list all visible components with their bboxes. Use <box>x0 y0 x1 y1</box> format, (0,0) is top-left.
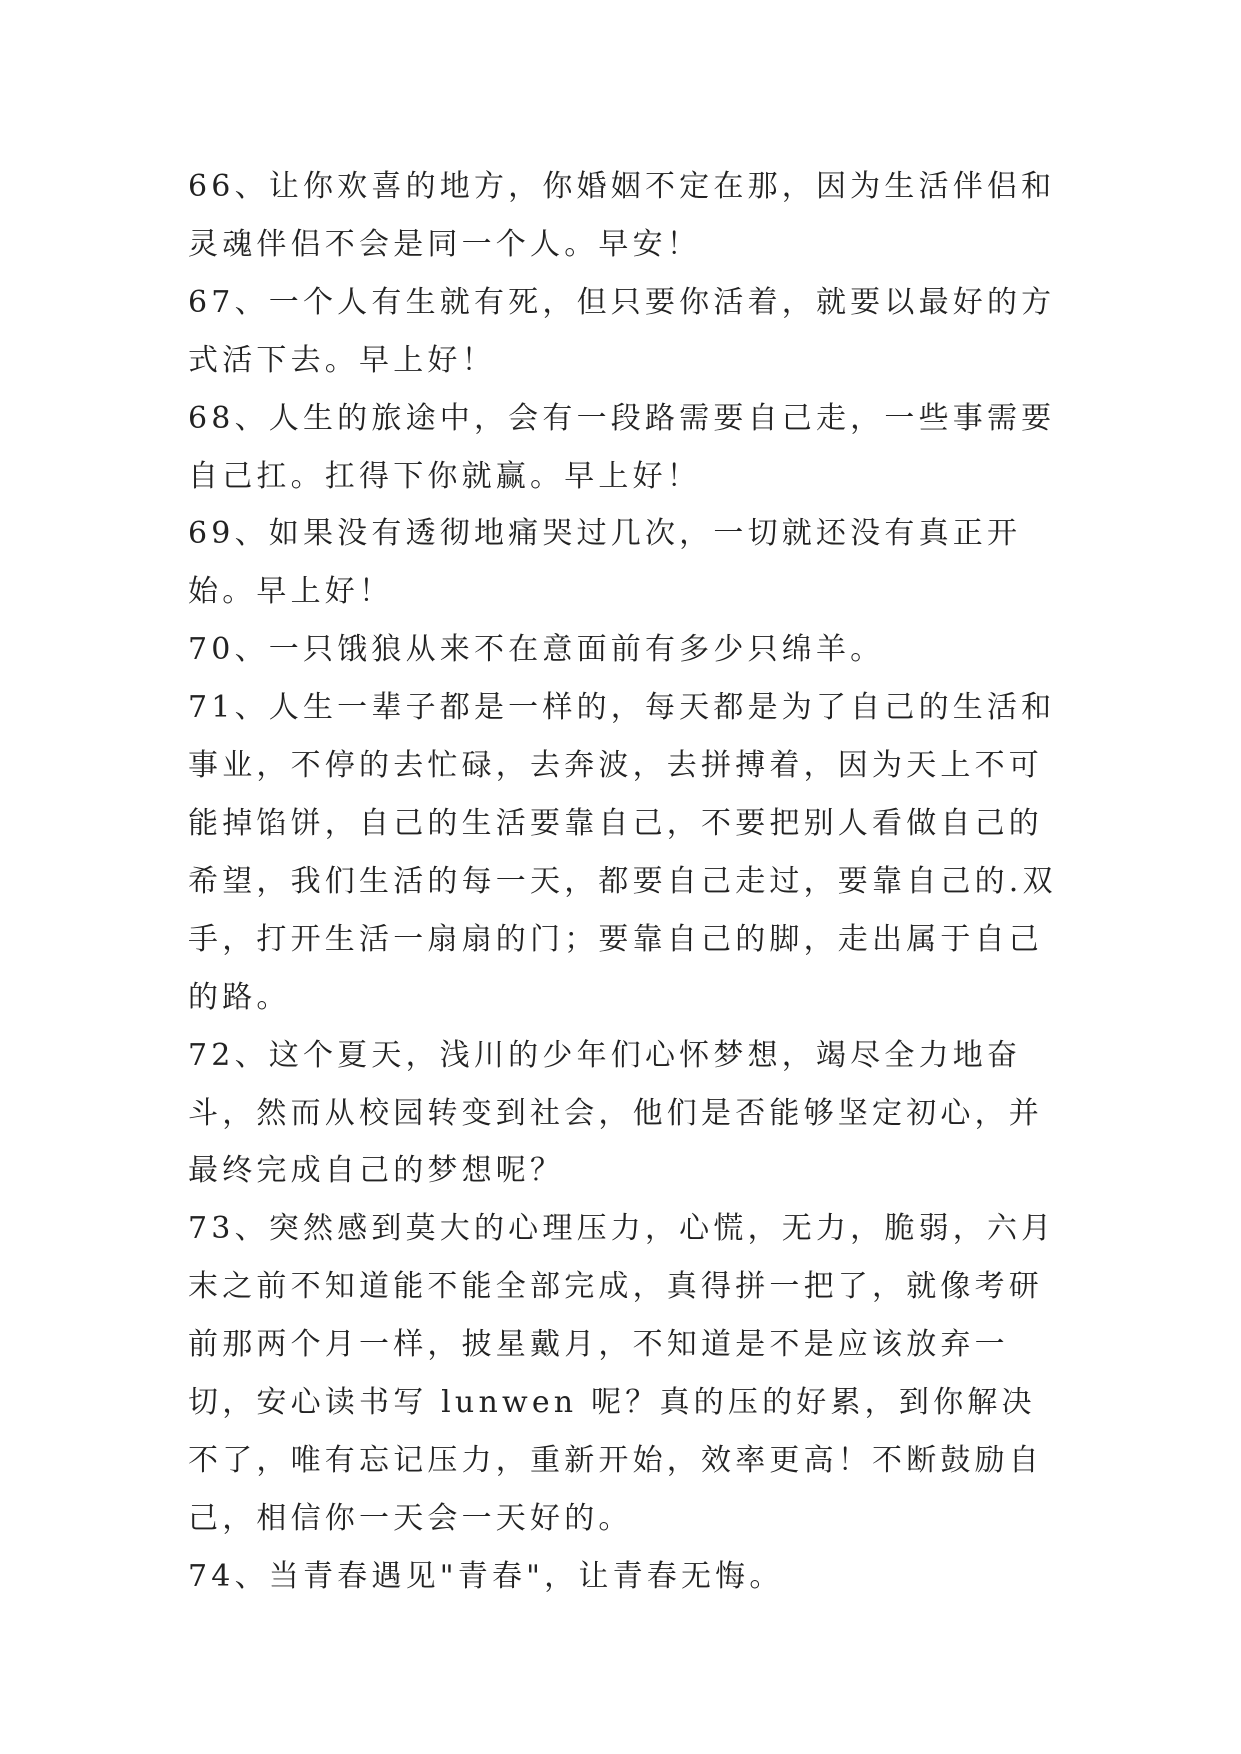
paragraph-72: 72、这个夏天，浅川的少年们心怀梦想，竭尽全力地奋斗，然而从校园转变到社会，他们是否能够坚定初心，并最终完成自己的梦想呢？ <box>188 1037 1043 1189</box>
paragraph-69: 69、如果没有透彻地痛哭过几次，一切就还没有真正开始。早上好！ <box>188 516 1022 610</box>
paragraph-66: 66、让你欢喜的地方，你婚姻不定在那，因为生活伴侣和灵魂伴侣不会是同一个人。早安！ <box>188 169 1056 262</box>
paragraph-71: 71、人生一辈子都是一样的，每天都是为了自己的生活和事业，不停的去忙碌，去奔波，去拼搏着，因为天上不可能掉馅饼，自己的生活要靠自己，不要把别人看做自己的希望，我们生活的每一天，都要自己走过，要靠自己的.双手，打开生活一扇扇的门；要靠自己的脚，走出属于自己的路。 <box>188 690 1057 1015</box>
paragraph-68: 68、人生的旅途中，会有一段路需要自己走，一些事需要自己扛。扛得下你就赢。早上好！ <box>188 400 1056 494</box>
paragraph-70: 70、一只饿狼从来不在意面前有多少只绵羊。 <box>188 632 885 668</box>
paragraph-67: 67、一个人有生就有死，但只要你活着，就要以最好的方式活下去。早上好！ <box>188 284 1056 378</box>
paragraph-73: 73、突然感到莫大的心理压力，心慌，无力，脆弱，六月末之前不知道能不能全部完成，真得拼一把了，就像考研前那两个月一样，披星戴月，不知道是不是应该放弃一切，安心读书写 lunwen 呢？真的压的好累，到你解决不了，唯有忘记压力，重新开始，效率更高！不断鼓励自己，相信你一天会一天好的。 <box>188 1211 1056 1536</box>
paragraph-74: 74、当青春遇见"青春"，让青春无悔。 <box>188 1558 784 1594</box>
document-body <box>188 158 1068 1606</box>
